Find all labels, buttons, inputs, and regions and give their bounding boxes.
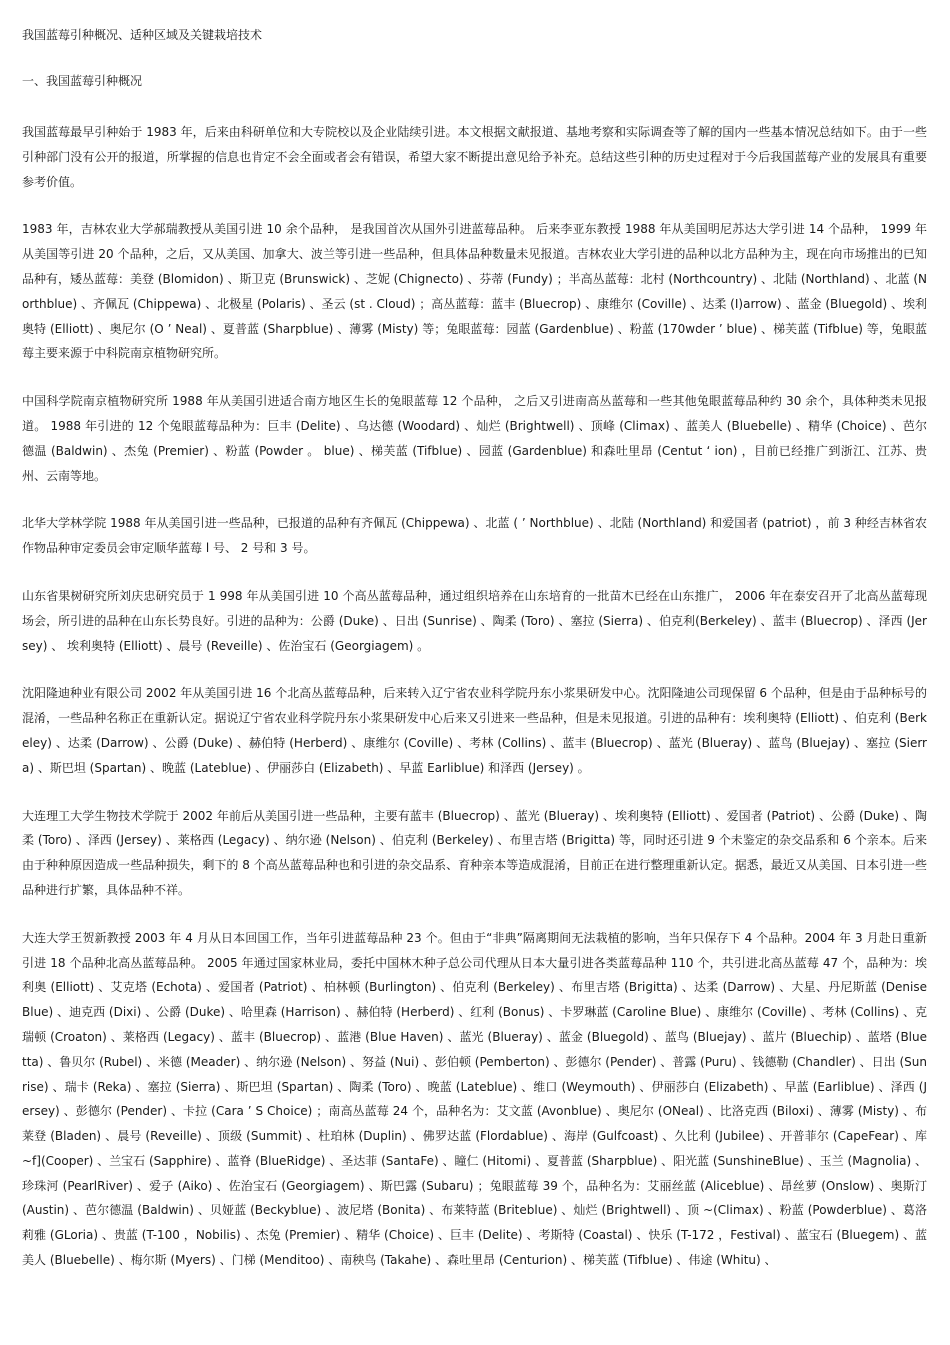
paragraph: 我国蓝莓最早引种始于 1983 年，后来由科研单位和大专院校以及企业陆续引进。本文根据文献报道、基地考察和实际调查等了解的国内一些基本情况总结如下。由于一些引种部门没有公开的报道，所掌握的信息也肯定不会全面或者会有错误，希望大家不断提出意见给予补充。总结这些引种的历史过程对于今后我国蓝莓产业的发展具有重要参考价值。 <box>22 125 927 189</box>
section-heading: 一、我国蓝莓引种概况 <box>22 74 143 88</box>
paragraph: 大连理工大学生物技术学院于 2002 年前后从美国引进一些品种，主要有蓝丰 (Bluecrop) 、蓝光 (Blueray) 、埃利奥特 (Elliott) 、爱国者 (Patriot) 、公爵 (Duke) 、陶柔 (Toro) 、泽西 (Jersey) 、莱格西 (Legacy) 、纳尔逊 (Nelson) 、伯克利 (Berkeley) 、布里吉塔 (Brigitta) 等，同时还引进 9 个未鉴定的杂交品系和 6 个亲本。后来由于种种原因造成一些品种损失，剩下的 8 个高丛蓝莓品种也和引进的杂交品系、育种亲本等造成混淆，目前正在进行整理重新认定。据悉，最近又从美国、日本引进一些品种进行扩繁，具体品种不祥。 <box>22 808 927 897</box>
paragraph: 大连大学王贺新教授 2003 年 4 月从日本回国工作，当年引进蓝莓品种 23 个。但由于“非典”隔离期间无法栽植的影响，当年只保存下 4 个品种。2004 年 3 月赴日重新引进 18 个品种北高丛蓝莓品种。 2005 年通过国家林业局，委托中国林木种子总公司代理从日本大量引进各类蓝莓品种 110 个，共引进北高丛蓝莓 47 个，品种为：埃利奥 (Elliott) 、艾克塔 (Echota) 、爱国者 (Patriot) 、柏林顿 (Burlington) 、伯克利 (Berkeley) 、布里吉塔 (Brigitta) 、达柔 (Darrow) 、大星、丹尼斯蓝 (Denise Blue) 、迪克西 (Dixi) 、公爵 (Duke) 、哈里森 (Harrison) 、赫伯特 (Herberd) 、红利 (Bonus) 、卡罗琳蓝 (Caroline Blue) 、康维尔 (Coville) 、考林 (Collins) 、克瑞顿 (Croaton) 、莱格西 (Legacy) 、蓝丰 (Bluecrop) 、蓝港 (Blue Haven) 、蓝光 (Blueray) 、蓝金 (Bluegold) 、蓝鸟 (Bluejay) 、蓝片 (Bluechip) 、蓝塔 (Bluetta) 、鲁贝尔 (Rubel) 、米德 (Meader) 、纳尔逊 (Nelson) 、努益 (Nui) 、彭伯顿 (Pemberton) 、彭德尔 (Pender) 、普露 (Puru) 、钱德勒 (Chandler) 、日出 (Sunrise) 、瑞卡 (Reka) 、塞拉 (Sierra) 、斯巴坦 (Spartan) 、陶柔 (Toro) 、晚蓝 (Lateblue) 、维口 (Weymouth) 、伊丽莎白 (Elizabeth) 、早蓝 (Earliblue) 、泽西 (Jersey) 、彭德尔 (Pender) 、卡拉 (Cara ’ S Choice) ；南高丛蓝莓 24 个，品种名为：艾文蓝 (Avonblue) 、奥尼尔 (ONeal) 、比洛克西 (Biloxi) 、薄雾 (Misty) 、布莱登 (Bladen) 、晨号 (Reveille) 、顶级 (Summit) 、杜珀林 (Duplin) 、佛罗达蓝 (Flordablue) 、海岸 (Gulfcoast) 、久比利 (Jubilee) 、开普菲尔 (CapeFear) 、库 ~f](Cooper) 、兰宝石 (Sapphire) 、蓝脊 (BlueRidge) 、圣达菲 (SantaFe) 、瞳仁 (Hitomi) 、夏普蓝 (Sharpblue) 、阳光蓝 (SunshineBlue) 、玉兰 (Magnolia) 、珍珠河 (PearlRiver) 、爱子 (Aiko) 、佐治宝石 (Georgiagem) 、斯巴露 (Subaru) ；兔眼蓝莓 39 个，品种名为：艾丽丝蓝 (Aliceblue) 、昂丝萝 (Onslow) 、奥斯汀 (Austin) 、芭尔德温 (Baldwin) 、贝娅蓝 (Beckyblue) 、波尼塔 (Bonita) 、布莱特蓝 (Briteblue) 、灿烂 (Brightwell) 、顶 ~(Climax) 、粉蓝 (Powderblue) 、葛洛莉雅 (GLoria) 、贵蓝 (T-100 ，Nobilis) 、杰兔 (Premier) 、精华 (Choice) 、巨丰 (Delite) 、考斯特 (Coastal) 、快乐 (T-172 ，Festival) 、蓝宝石 (Bluegem) 、蓝美人 (Bluebelle) 、梅尔斯 (Myers) 、门梯 (Menditoo) 、南秧鸟 (Takahe) 、森吐里昂 (Centurion) 、梯芙蓝 (Tifblue) 、伟途 (Whitu) 、 <box>22 930 927 1268</box>
paragraph: 中国科学院南京植物研究所 1988 年从美国引进适合南方地区生长的兔眼蓝莓 12 个品种， 之后又引进南高丛蓝莓和一些其他兔眼蓝莓品种约 30 余个，具体种类未见报道。 1988 年引进的 12 个兔眼蓝莓品种为：巨丰 (Delite) 、乌达德 (Woodard) 、灿烂 (Brightwell) 、顶峰 (Climax) 、蓝美人 (Bluebelle) 、精华 (Choice) 、芭尔德温 (Baldwin) 、杰兔 (Premier) 、粉蓝 (Powder 。 blue) 、梯芙蓝 (Tifblue) 、园蓝 (Gardenblue) 和森吐里昂 (Centut ‘ ion) ，目前已经推广到浙江、江苏、贵州、云南等地。 <box>22 394 927 483</box>
paragraph: 山东省果树研究所刘庆忠研究员于 1 998 年从美国引进 10 个高丛蓝莓品种，通过组织培养在山东培育的一批苗木已经在山东推广， 2006 年在泰安召开了北高丛蓝莓现场会，所引进的品种在山东长势良好。引进的品种为：公爵 (Duke) 、日出 (Sunrise) 、陶柔 (Toro) 、塞拉 (Sierra) 、伯克利(Berkeley) 、蓝丰 (Bluecrop) 、泽西 (Jersey) 、 埃利奥特 (Elliott) 、晨号 (Reveille) 、佐治宝石 (Georgiagem) 。 <box>22 588 927 653</box>
document-page <box>22 26 927 1273</box>
paragraph: 沈阳隆迪种业有限公司 2002 年从美国引进 16 个北高丛蓝莓品种，后来转入辽宁省农业科学院丹东小浆果研发中心。沈阳隆迪公司现保留 6 个品种，但是由于品种标号的混淆，一些品种名称正在重新认定。据说辽宁省农业科学院丹东小浆果研发中心后来又引进来一些品种，但是未见报道。引进的品种有：埃利奥特 (Elliott) 、伯克利 (Berkeley) 、达柔 (Darrow) 、公爵 (Duke) 、赫伯特 (Herberd) 、康维尔 (Coville) 、考林 (Collins) 、蓝丰 (Bluecrop) 、蓝光 (Blueray) 、蓝鸟 (Bluejay) 、塞拉 (Sierra) 、斯巴坦 (Spartan) 、晚蓝 (Lateblue) 、伊丽莎白 (Elizabeth) 、早蓝 Earliblue) 和泽西 (Jersey) 。 <box>22 686 927 775</box>
paragraph: 1983 年，吉林农业大学郝瑞教授从美国引进 10 余个品种， 是我国首次从国外引进蓝莓品种。 后来李亚东教授 1988 年从美国明尼苏达大学引进 14 个品种， 1999 年从美国等引进 20 个品种，之后，又从美国、加拿大、波兰等引进一些品种，但具体品种数量未见报道。吉林农业大学引进的品种以北方品种为主，现在向市场推出的已知品种有，矮丛蓝莓：美登 (Blomidon) 、斯卫克 (Brunswick) 、芝妮 (Chignecto) 、芬蒂 (Fundy) ；半高丛蓝莓：北村 (Northcountry) 、北陆 (Northland) 、北蓝 (Northblue) 、齐佩瓦 (Chippewa) 、北极星 (Polaris) 、圣云 (st . Cloud) ；高丛蓝莓：蓝丰 (Bluecrop) 、康维尔 (Coville) 、达柔 (I)arrow) 、蓝金 (Bluegold) 、埃利奥特 (Elliott) 、奥尼尔 (O ’ Neal) 、夏普蓝 (Sharpblue) 、薄雾 (Misty) 等；兔眼蓝莓：园蓝 (Gardenblue) 、粉蓝 (170wder ’ blue) 、梯芙蓝 (Tifblue) 等，兔眼蓝莓主要来源于中科院南京植物研究所。 <box>22 222 927 361</box>
document-title: 我国蓝莓引种概况、适种区域及关键栽培技术 <box>22 28 263 42</box>
paragraph: 北华大学林学院 1988 年从美国引进一些品种，已报道的品种有齐佩瓦 (Chippewa) 、北蓝 ( ’ Northblue) 、北陆 (Northland) 和爱国者 (patriot) ，前 3 种经吉林省农作物品种审定委员会审定顺华蓝莓 l 号、 2 号和 3 号。 <box>22 516 927 556</box>
